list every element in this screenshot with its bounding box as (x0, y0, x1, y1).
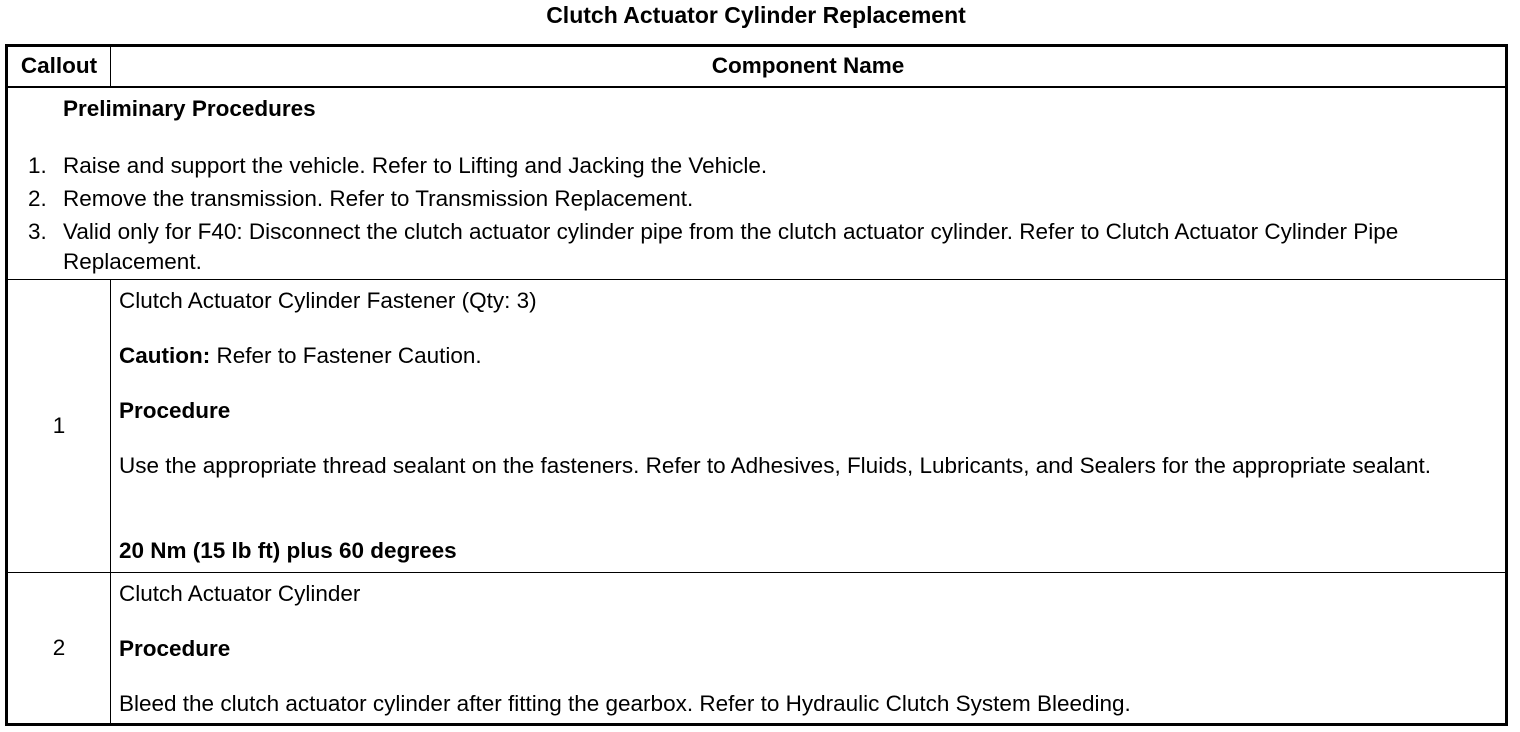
table-header-row (7, 46, 1507, 87)
procedure-heading: Procedure (119, 635, 231, 661)
caution-note (119, 341, 1499, 370)
procedure-heading: Procedure (119, 397, 231, 423)
procedure-text: Use the appropriate thread sealant on the fasteners. Refer to Adhesives, Fluids, Lubricants, and Sealers for the appropriate sealant. (119, 452, 1432, 478)
preliminary-procedures-row (7, 87, 1507, 280)
preliminary-step (8, 217, 1498, 277)
component-name-column-header: Component Name (111, 46, 1507, 87)
step-text: Remove the transmission. Refer to Transmission Replacement. (63, 185, 694, 211)
preliminary-step (8, 184, 1498, 214)
caution-text: Refer to Fastener Caution. (210, 342, 482, 368)
procedure-table (5, 44, 1508, 726)
callout-column-header: Callout (7, 46, 111, 87)
component-name: Clutch Actuator Cylinder Fastener (Qty: 3) (119, 287, 537, 313)
step-text: Valid only for F40: Disconnect the clutch actuator cylinder pipe from the clutch actuator cylinder. Refer to Clutch Actuator Cylinder Pipe Replacement. (63, 218, 1399, 274)
caution-label: Caution: (119, 342, 211, 368)
callout-number: 1 (7, 279, 111, 572)
preliminary-steps-list (8, 151, 1498, 280)
step-number: 1. (28, 152, 47, 178)
step-number: 2. (28, 185, 47, 211)
component-name: Clutch Actuator Cylinder (119, 580, 361, 606)
step-number: 3. (28, 218, 47, 244)
preliminary-procedures-cell (7, 87, 1507, 280)
callout-number: 2 (7, 572, 111, 724)
torque-specification: 20 Nm (15 lb ft) plus 60 degrees (119, 537, 457, 563)
step-text: Raise and support the vehicle. Refer to Lifting and Jacking the Vehicle. (63, 152, 768, 178)
table-row (7, 572, 1507, 724)
component-cell (111, 572, 1507, 724)
preliminary-procedures-heading: Preliminary Procedures (63, 95, 316, 121)
table-row (7, 279, 1507, 572)
component-cell (111, 279, 1507, 572)
preliminary-step (8, 151, 1498, 181)
procedure-text: Bleed the clutch actuator cylinder after fitting the gearbox. Refer to Hydraulic Clutch System Bleeding. (119, 690, 1131, 716)
document-title: Clutch Actuator Cylinder Replacement (546, 2, 966, 28)
